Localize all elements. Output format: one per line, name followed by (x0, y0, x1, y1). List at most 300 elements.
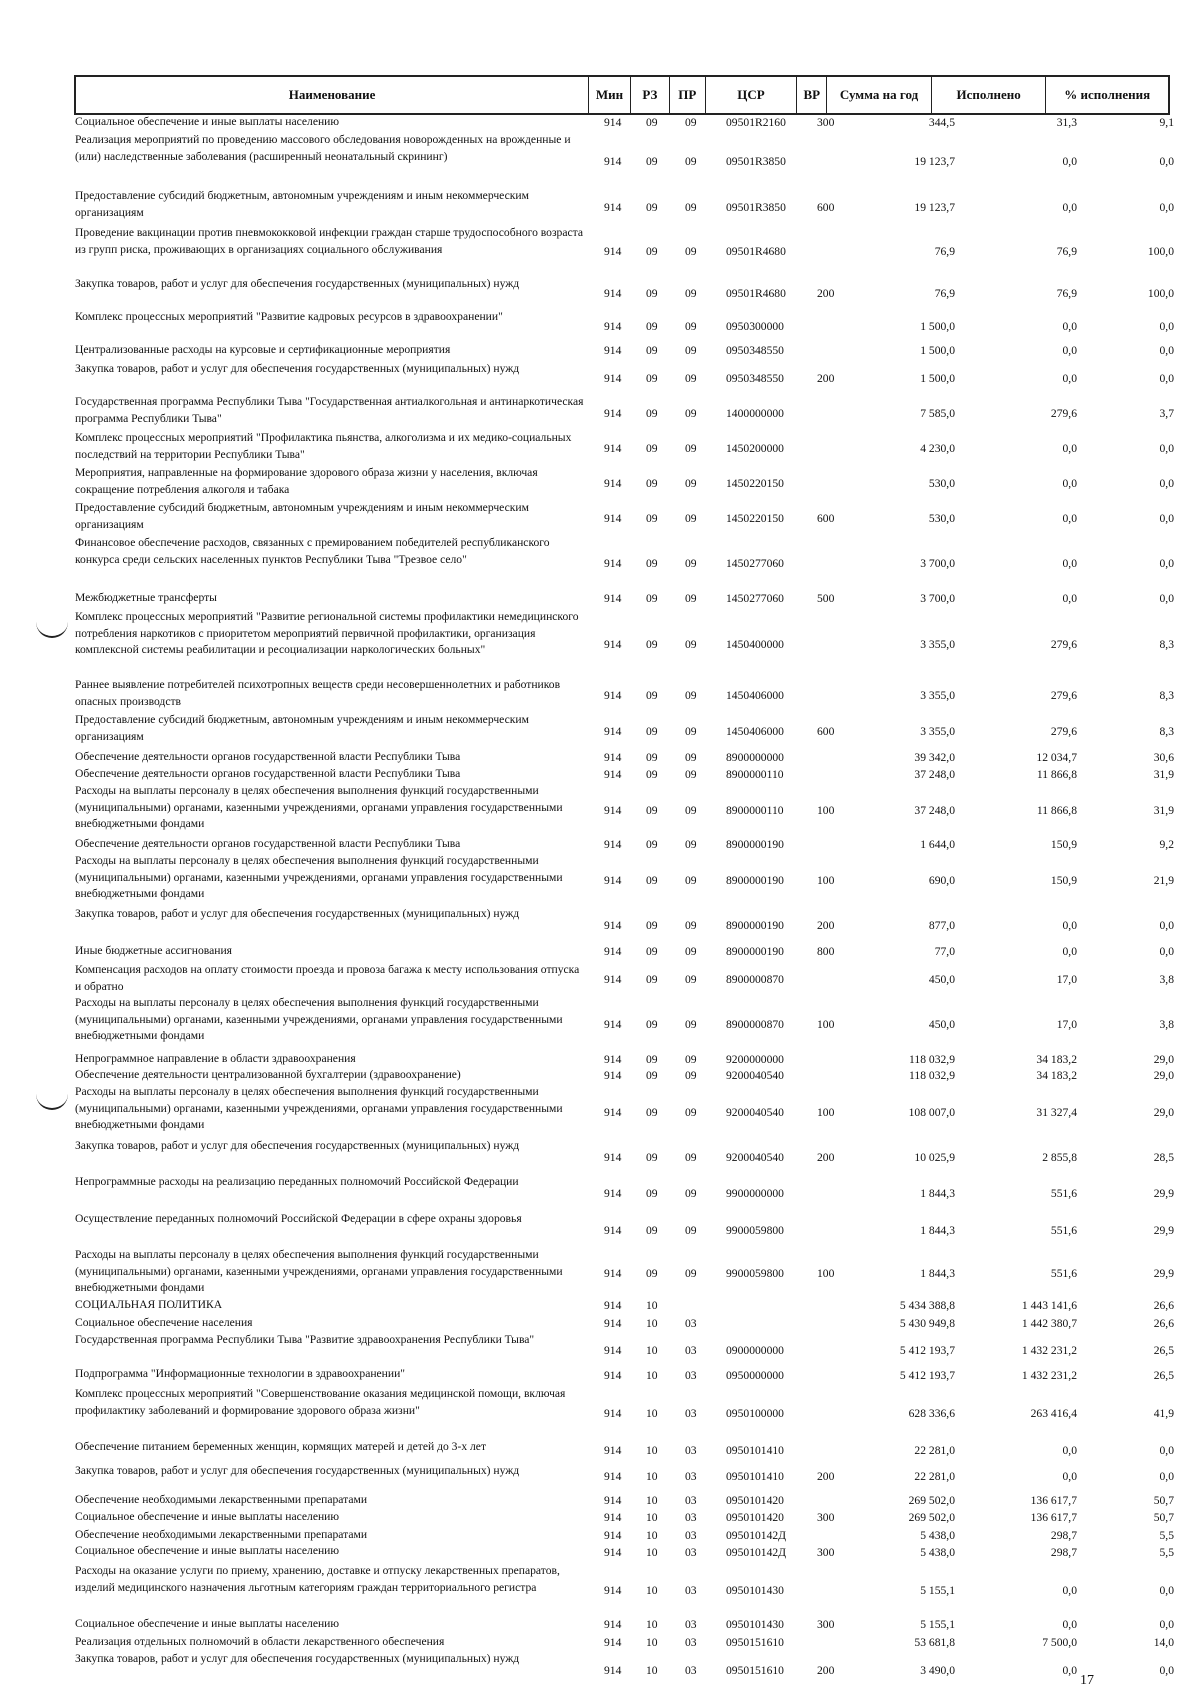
cell-csr: 1450277060 (726, 592, 784, 605)
table-row (74, 361, 1174, 394)
cell-pr: 09 (685, 1053, 697, 1066)
cell-csr: 8900000190 (726, 945, 784, 958)
cell-pct: 0,0 (1159, 592, 1174, 605)
cell-rz: 09 (646, 592, 658, 605)
table-row (74, 1138, 1174, 1174)
cell-rz: 09 (646, 287, 658, 300)
cell-rz: 10 (646, 1545, 658, 1559)
table-row (74, 712, 1174, 749)
cell-pct: 3,7 (1159, 406, 1174, 420)
cell-rz: 09 (646, 344, 658, 357)
cell-pct: 8,3 (1159, 689, 1174, 702)
cell-pct: 5,5 (1159, 1529, 1174, 1542)
cell-rz: 09 (646, 973, 658, 986)
cell-sum: 5 155,1 (920, 1584, 955, 1597)
table-row (74, 943, 1174, 962)
cell-pct: 21,9 (1153, 874, 1174, 887)
cell-rz: 09 (646, 1266, 658, 1280)
cell-pct: 0,0 (1159, 512, 1174, 525)
cell-vr: 200 (817, 919, 835, 932)
cell-pr: 09 (685, 344, 697, 357)
cell-name: Закупка товаров, работ и услуг для обеспечения государственных (муниципальных) нужд (75, 907, 520, 920)
table-row (74, 276, 1174, 309)
cell-csr: 8900000190 (726, 919, 784, 932)
cell-done: 150,9 (1050, 838, 1077, 851)
header-vr: ВР (797, 77, 827, 113)
cell-done: 136 617,7 (1030, 1511, 1077, 1524)
cell-vr: 300 (817, 1545, 835, 1559)
header-name: Наименование (76, 77, 589, 113)
cell-vr: 200 (817, 287, 835, 300)
cell-name: Проведение вакцинации против пневмококковой инфекции граждан старше трудоспособного возраста из групп риска, проживающих в организациях социального обслуживания (75, 226, 583, 256)
cell-csr: 1450406000 (726, 689, 784, 702)
cell-done: 279,6 (1050, 637, 1077, 651)
cell-name: Предоставление субсидий бюджетным, автономным учреждениям и иным некоммерческим организациям (75, 713, 529, 743)
cell-pr: 09 (685, 1105, 697, 1119)
cell-sum: 1 500,0 (920, 372, 955, 385)
cell-min: 914 (604, 1223, 622, 1237)
cell-rz: 10 (646, 1443, 658, 1457)
cell-csr: 0950151610 (726, 1636, 784, 1649)
cell-done: 1 442 380,7 (1021, 1317, 1077, 1330)
cell-done: 12 034,7 (1036, 751, 1077, 764)
cell-min: 914 (604, 1545, 622, 1559)
cell-pr: 09 (685, 1150, 697, 1164)
cell-name: Закупка товаров, работ и услуг для обеспечения государственных (муниципальных) нужд (75, 1139, 520, 1152)
cell-sum: 530,0 (928, 512, 955, 525)
cell-min: 914 (604, 320, 622, 333)
cell-name: Комплекс процессных мероприятий "Совершенствование оказания медицинской помощи, включая профилактику заболеваний и формирование здорового образа жизни" (75, 1387, 566, 1417)
cell-sum: 3 355,0 (920, 637, 955, 651)
cell-name: Социальное обеспечение населения (75, 1316, 253, 1329)
cell-name: Комплекс процессных мероприятий "Развитие кадровых ресурсов в здравоохранении" (75, 310, 503, 323)
cell-pr: 09 (685, 592, 697, 605)
table-row (74, 906, 1174, 943)
cell-min: 914 (604, 512, 622, 525)
cell-done: 11 866,8 (1036, 804, 1077, 817)
cell-vr: 600 (817, 201, 835, 214)
cell-pr: 03 (685, 1368, 697, 1382)
cell-rz: 09 (646, 1223, 658, 1237)
cell-pr: 09 (685, 1223, 697, 1237)
cell-min: 914 (604, 1266, 622, 1280)
cell-sum: 269 502,0 (908, 1511, 955, 1524)
cell-done: 7 500,0 (1042, 1636, 1077, 1649)
cell-vr: 600 (817, 725, 835, 738)
cell-rz: 09 (646, 477, 658, 490)
cell-sum: 37 248,0 (914, 804, 955, 817)
cell-pr: 09 (685, 287, 697, 300)
cell-sum: 108 007,0 (908, 1105, 955, 1119)
cell-vr: 300 (817, 116, 835, 129)
cell-min: 914 (604, 1368, 622, 1382)
cell-pr: 09 (685, 154, 697, 168)
cell-pr: 03 (685, 1317, 697, 1330)
cell-sum: 450,0 (928, 973, 955, 986)
cell-min: 914 (604, 919, 622, 932)
cell-sum: 53 681,8 (914, 1636, 955, 1649)
cell-pct: 0,0 (1159, 1584, 1174, 1597)
table-row (74, 1174, 1174, 1211)
cell-pct: 50,7 (1153, 1511, 1174, 1524)
cell-pct: 26,6 (1153, 1317, 1174, 1330)
header-min: Мин (589, 77, 631, 113)
table-row (74, 1297, 1174, 1315)
cell-min: 914 (604, 838, 622, 851)
cell-pct: 31,9 (1153, 768, 1174, 781)
table-row (74, 1616, 1174, 1634)
cell-csr: 1450220150 (726, 512, 784, 525)
cell-vr: 200 (817, 372, 835, 385)
cell-name: Расходы на выплаты персоналу в целях обеспечения выполнения функций государственными (муниципальными) органами, казенными учреждениями, органами управления государственными внебюджетными фондами (75, 1248, 563, 1294)
cell-min: 914 (604, 1494, 622, 1507)
table-row (74, 500, 1174, 535)
cell-name: Реализация отдельных полномочий в области лекарственного обеспечения (75, 1635, 445, 1648)
table-row (74, 1386, 1174, 1439)
cell-pct: 100,0 (1147, 287, 1174, 300)
table-row (74, 1067, 1174, 1084)
cell-done: 263 416,4 (1030, 1407, 1077, 1420)
cell-done: 0,0 (1062, 442, 1077, 455)
cell-pr: 03 (685, 1529, 697, 1542)
cell-min: 914 (604, 1663, 622, 1677)
cell-done: 0,0 (1062, 344, 1077, 357)
cell-pr: 03 (685, 1663, 697, 1677)
cell-sum: 690,0 (928, 874, 955, 887)
cell-csr: 1400000000 (726, 406, 784, 420)
cell-min: 914 (604, 1317, 622, 1330)
cell-csr: 0950348550 (726, 344, 784, 357)
cell-vr: 100 (817, 874, 835, 887)
cell-rz: 09 (646, 751, 658, 764)
table-row (74, 1543, 1174, 1563)
cell-rz: 09 (646, 838, 658, 851)
cell-pr: 03 (685, 1470, 697, 1483)
table-row (74, 590, 1174, 609)
cell-name: Расходы на выплаты персоналу в целях обеспечения выполнения функций государственными (муниципальными) органами, казенными учреждениями, органами управления государственными внебюджетными фондами (75, 854, 563, 900)
cell-pr: 09 (685, 320, 697, 333)
cell-pct: 0,0 (1159, 1618, 1174, 1631)
cell-sum: 877,0 (928, 919, 955, 932)
cell-pct: 0,0 (1159, 1443, 1174, 1457)
cell-done: 0,0 (1062, 477, 1077, 490)
cell-pr: 09 (685, 477, 697, 490)
cell-min: 914 (604, 287, 622, 300)
cell-csr: 8900000110 (726, 768, 784, 781)
cell-vr: 600 (817, 512, 835, 525)
cell-pct: 26,6 (1153, 1299, 1174, 1312)
cell-vr: 300 (817, 1511, 835, 1524)
cell-sum: 37 248,0 (914, 768, 955, 781)
cell-rz: 09 (646, 116, 658, 129)
table-row (74, 1492, 1174, 1509)
table-row (74, 836, 1174, 853)
cell-pr: 09 (685, 973, 697, 986)
cell-rz: 09 (646, 945, 658, 958)
cell-sum: 5 434 388,8 (899, 1299, 955, 1312)
cell-pct: 8,3 (1159, 725, 1174, 738)
cell-min: 914 (604, 973, 622, 986)
cell-rz: 09 (646, 154, 658, 168)
header-pct: % исполнения (1064, 87, 1151, 103)
cell-min: 914 (604, 1105, 622, 1119)
table-row (74, 995, 1174, 1051)
cell-rz: 09 (646, 201, 658, 214)
cell-done: 298,7 (1050, 1545, 1077, 1559)
cell-csr: 09501R4680 (726, 287, 786, 300)
table-row (74, 309, 1174, 342)
cell-pr: 09 (685, 838, 697, 851)
cell-done: 17,0 (1056, 1017, 1077, 1031)
cell-pct: 0,0 (1159, 201, 1174, 214)
cell-sum: 22 281,0 (914, 1470, 955, 1483)
cell-rz: 09 (646, 1017, 658, 1031)
cell-rz: 10 (646, 1636, 658, 1649)
header-csr: ЦСР (706, 77, 798, 113)
cell-pct: 26,5 (1153, 1368, 1174, 1382)
cell-name: Социальное обеспечение и иные выплаты населению (75, 1510, 340, 1523)
cell-min: 914 (604, 245, 622, 258)
cell-pct: 41,9 (1153, 1407, 1174, 1420)
table-row (74, 609, 1174, 677)
cell-csr: 9200040540 (726, 1150, 784, 1164)
cell-done: 0,0 (1062, 1618, 1077, 1631)
cell-min: 914 (604, 751, 622, 764)
cell-rz: 10 (646, 1470, 658, 1483)
cell-sum: 5 438,0 (920, 1545, 955, 1559)
table-row (74, 1509, 1174, 1527)
cell-name: Обеспечение необходимыми лекарственными препаратами (75, 1493, 368, 1506)
cell-name: Социальное обеспечение и иные выплаты населению (75, 1544, 340, 1557)
cell-sum: 5 430 949,8 (899, 1317, 955, 1330)
cell-min: 914 (604, 372, 622, 385)
cell-pr: 09 (685, 116, 697, 129)
cell-done: 0,0 (1062, 154, 1077, 168)
cell-sum: 10 025,9 (914, 1150, 955, 1164)
cell-pr: 09 (685, 919, 697, 932)
cell-done: 76,9 (1056, 287, 1077, 300)
header-sum: Сумма на год (827, 77, 932, 113)
cell-pr: 03 (685, 1494, 697, 1507)
cell-sum: 1 844,3 (920, 1187, 955, 1200)
cell-name: Закупка товаров, работ и услуг для обеспечения государственных (муниципальных) нужд (75, 277, 520, 290)
cell-min: 914 (604, 557, 622, 570)
cell-rz: 09 (646, 557, 658, 570)
cell-pct: 30,6 (1153, 751, 1174, 764)
cell-min: 914 (604, 1529, 622, 1542)
table-row (74, 1463, 1174, 1492)
cell-csr: 09501R3850 (726, 154, 786, 168)
cell-name: Комплекс процессных мероприятий "Профилактика пьянства, алкоголизма и их медико-социальных последствий на территории Республики Тыва" (75, 431, 572, 461)
cell-name: Расходы на выплаты персоналу в целях обеспечения выполнения функций государственными (муниципальными) органами, казенными учреждениями, органами управления государственными внебюджетными фондами (75, 784, 563, 830)
cell-csr: 1450200000 (726, 442, 784, 455)
table-row (74, 853, 1174, 906)
cell-done: 0,0 (1062, 320, 1077, 333)
cell-rz: 09 (646, 768, 658, 781)
cell-done: 279,6 (1050, 689, 1077, 702)
cell-sum: 3 355,0 (920, 689, 955, 702)
scan-mark (36, 1094, 68, 1110)
table-row (74, 225, 1174, 276)
cell-done: 34 183,2 (1036, 1069, 1077, 1082)
cell-sum: 1 844,3 (920, 1266, 955, 1280)
cell-pct: 0,0 (1159, 477, 1174, 490)
cell-rz: 09 (646, 919, 658, 932)
cell-rz: 09 (646, 874, 658, 887)
cell-min: 914 (604, 1069, 622, 1082)
cell-min: 914 (604, 116, 622, 129)
cell-pct: 31,9 (1153, 804, 1174, 817)
cell-pr: 09 (685, 245, 697, 258)
cell-done: 31 327,4 (1036, 1105, 1077, 1119)
cell-pct: 29,9 (1153, 1266, 1174, 1280)
cell-csr: 9200040540 (726, 1105, 784, 1119)
cell-pr: 03 (685, 1407, 697, 1420)
cell-done: 298,7 (1050, 1529, 1077, 1542)
cell-pr: 09 (685, 874, 697, 887)
cell-rz: 10 (646, 1368, 658, 1382)
cell-min: 914 (604, 201, 622, 214)
cell-name: Государственная программа Республики Тыва "Государственная антиалкогольная и антинаркотическая программа Республики Тыва" (75, 395, 584, 425)
cell-pr: 09 (685, 637, 697, 651)
cell-name: Финансовое обеспечение расходов, связанных с премированием победителей республиканского конкурса среди сельских населенных пунктов Республики Тыва "Трезвое село" (75, 536, 550, 566)
table-row (74, 749, 1174, 766)
cell-sum: 344,5 (928, 116, 955, 129)
cell-sum: 5 412 193,7 (899, 1343, 955, 1357)
cell-name: Социальное обеспечение и иные выплаты населению (75, 115, 340, 128)
table-row (74, 1651, 1174, 1687)
cell-min: 914 (604, 1187, 622, 1200)
cell-sum: 628 336,6 (908, 1407, 955, 1420)
cell-done: 0,0 (1062, 1443, 1077, 1457)
cell-min: 914 (604, 477, 622, 490)
cell-csr: 9200000000 (726, 1053, 784, 1066)
cell-name: Непрограммное направление в области здравоохранения (75, 1052, 356, 1065)
cell-pr: 09 (685, 945, 697, 958)
cell-csr: 1450220150 (726, 477, 784, 490)
cell-sum: 1 500,0 (920, 344, 955, 357)
cell-vr: 100 (817, 804, 835, 817)
table-header (74, 75, 1170, 115)
cell-pr: 09 (685, 689, 697, 702)
cell-done: 551,6 (1050, 1266, 1077, 1280)
header-rz: РЗ (631, 77, 670, 113)
cell-min: 914 (604, 804, 622, 817)
cell-min: 914 (604, 945, 622, 958)
cell-csr: 0950100000 (726, 1407, 784, 1420)
cell-pct: 9,1 (1159, 116, 1174, 129)
cell-rz: 10 (646, 1663, 658, 1677)
cell-rz: 10 (646, 1511, 658, 1524)
cell-pr: 09 (685, 1069, 697, 1082)
cell-name: Закупка товаров, работ и услуг для обеспечения государственных (муниципальных) нужд (75, 1652, 520, 1665)
cell-name: СОЦИАЛЬНАЯ ПОЛИТИКА (75, 1298, 223, 1311)
cell-rz: 09 (646, 1150, 658, 1164)
cell-min: 914 (604, 725, 622, 738)
cell-csr: 8900000190 (726, 874, 784, 887)
cell-sum: 4 230,0 (920, 442, 955, 455)
cell-rz: 09 (646, 637, 658, 651)
cell-name: Закупка товаров, работ и услуг для обеспечения государственных (муниципальных) нужд (75, 1464, 520, 1477)
cell-csr: 1450400000 (726, 637, 784, 651)
cell-min: 914 (604, 1343, 622, 1357)
cell-name: Раннее выявление потребителей психотропных веществ среди несовершеннолетних и работников опасных производств (75, 678, 561, 708)
table-row (74, 1439, 1174, 1463)
cell-min: 914 (604, 689, 622, 702)
cell-pct: 26,5 (1153, 1343, 1174, 1357)
cell-sum: 3 700,0 (920, 592, 955, 605)
cell-pct: 29,0 (1153, 1053, 1174, 1066)
cell-name: Иные бюджетные ассигнования (75, 944, 232, 957)
cell-done: 136 617,7 (1030, 1494, 1077, 1507)
cell-sum: 7 585,0 (920, 406, 955, 420)
cell-csr: 8900000870 (726, 1017, 784, 1031)
cell-pr: 09 (685, 557, 697, 570)
cell-min: 914 (604, 1511, 622, 1524)
cell-pct: 29,9 (1153, 1187, 1174, 1200)
cell-name: Обеспечение питанием беременных женщин, кормящих матерей и детей до 3-х лет (75, 1440, 487, 1453)
cell-pct: 0,0 (1159, 320, 1174, 333)
cell-min: 914 (604, 1470, 622, 1483)
scan-mark (36, 622, 68, 638)
cell-pct: 29,0 (1153, 1105, 1174, 1119)
cell-min: 914 (604, 406, 622, 420)
cell-rz: 10 (646, 1494, 658, 1507)
cell-csr: 8900000110 (726, 804, 784, 817)
cell-done: 0,0 (1062, 557, 1077, 570)
cell-csr: 8900000190 (726, 838, 784, 851)
table-row (74, 1332, 1174, 1366)
cell-pct: 0,0 (1159, 442, 1174, 455)
cell-sum: 5 438,0 (920, 1529, 955, 1542)
cell-pct: 0,0 (1159, 344, 1174, 357)
cell-csr: 0950101420 (726, 1494, 784, 1507)
cell-min: 914 (604, 1636, 622, 1649)
cell-name: Межбюджетные трансферты (75, 591, 217, 604)
cell-done: 0,0 (1062, 919, 1077, 932)
cell-pr: 09 (685, 1187, 697, 1200)
cell-pr: 09 (685, 804, 697, 817)
table-row (74, 114, 1174, 132)
cell-pr: 03 (685, 1343, 697, 1357)
cell-name: Комплекс процессных мероприятий "Развитие региональной системы профилактики немедицинского потребления наркотиков с приоритетом мероприятий первичной профилактики, организация комплексной системы реабилитации и ресоциализации наркологических больных" (75, 610, 579, 656)
table-row (74, 1634, 1174, 1651)
cell-csr: 1450277060 (726, 557, 784, 570)
cell-done: 0,0 (1062, 1584, 1077, 1597)
cell-rz: 09 (646, 372, 658, 385)
cell-done: 150,9 (1050, 874, 1077, 887)
cell-sum: 5 155,1 (920, 1618, 955, 1631)
cell-name: Государственная программа Республики Тыва "Развитие здравоохранения Республики Тыва" (75, 1333, 535, 1346)
table-row (74, 677, 1174, 712)
cell-name: Обеспечение деятельности органов государственной власти Республики Тыва (75, 750, 461, 763)
cell-vr: 800 (817, 945, 835, 958)
cell-pct: 14,0 (1153, 1636, 1174, 1649)
cell-pr: 03 (685, 1584, 697, 1597)
table-row (74, 1563, 1174, 1616)
cell-csr: 09501R3850 (726, 201, 786, 214)
cell-csr: 8900000870 (726, 973, 784, 986)
cell-min: 914 (604, 442, 622, 455)
cell-rz: 09 (646, 320, 658, 333)
cell-csr: 0950101420 (726, 1511, 784, 1524)
cell-sum: 22 281,0 (914, 1443, 955, 1457)
cell-sum: 76,9 (934, 287, 955, 300)
table-row (74, 465, 1174, 500)
cell-rz: 09 (646, 442, 658, 455)
cell-done: 0,0 (1062, 945, 1077, 958)
cell-name: Закупка товаров, работ и услуг для обеспечения государственных (муниципальных) нужд (75, 362, 520, 375)
